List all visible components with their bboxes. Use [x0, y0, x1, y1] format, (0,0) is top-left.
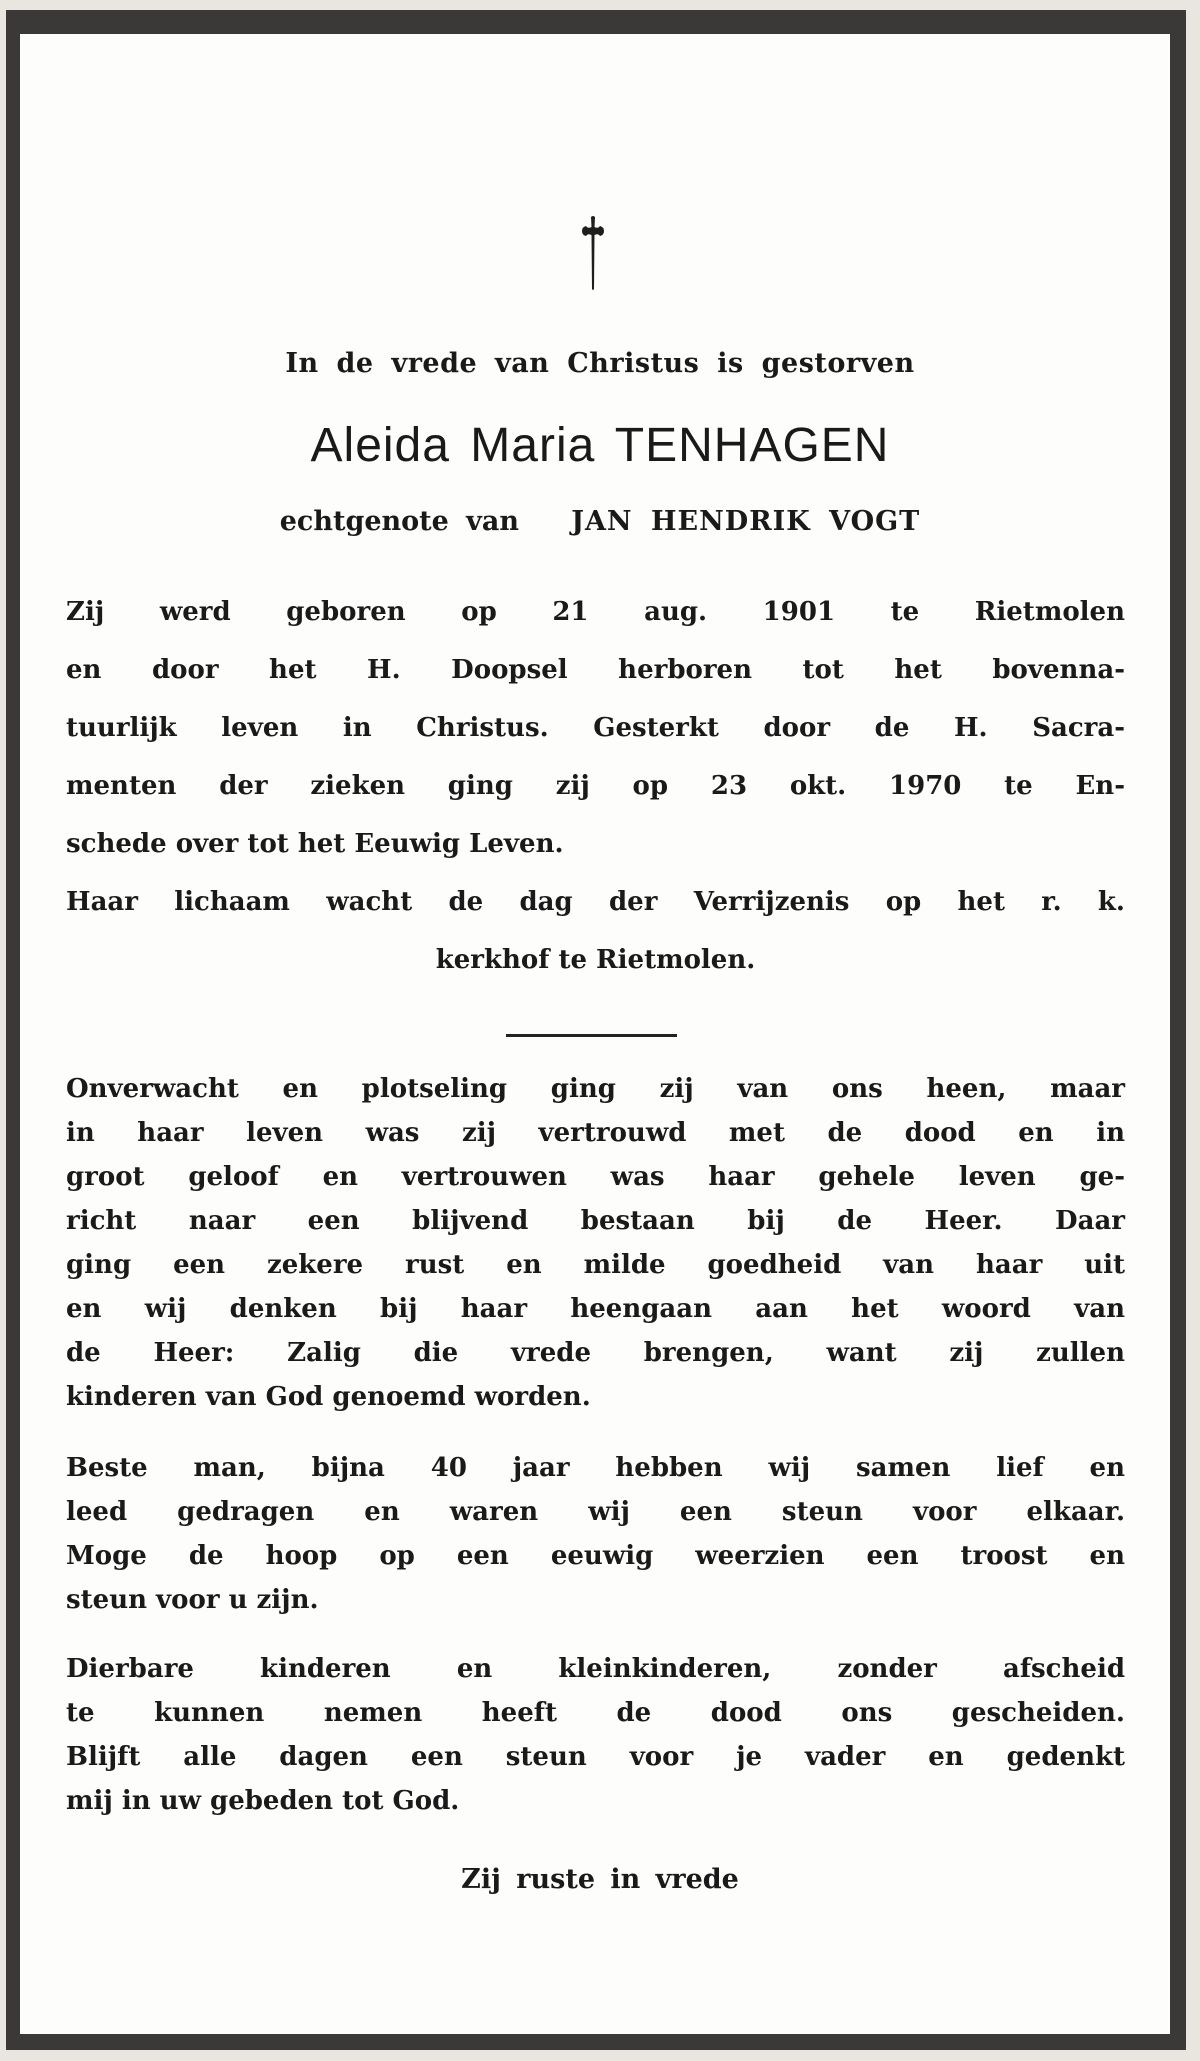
text-line: Beste man, bijna 40 jaar hebben wij samen lief en	[66, 1453, 1125, 1483]
text-line: te kunnen nemen heeft de dood ons gescheiden.	[66, 1698, 1125, 1728]
text-line: steun voor u zijn.	[66, 1585, 319, 1615]
spouse-prefix: echtgenote van	[279, 506, 519, 537]
text-line: leed gedragen en waren wij een steun voor elkaar.	[66, 1497, 1125, 1527]
text-line: kinderen van God genoemd worden.	[66, 1382, 591, 1412]
spouse-line	[0, 506, 1200, 537]
biography	[66, 583, 1125, 989]
paragraph-2	[66, 1446, 1125, 1622]
text-line: en wij denken bij haar heengaan aan het woord van	[66, 1294, 1125, 1324]
text-line: Blijft alle dagen een steun voor je vader en gedenkt	[66, 1742, 1125, 1772]
text-line: Moge de hoop op een eeuwig weerzien een troost en	[66, 1541, 1125, 1571]
bio-line: en door het H. Doopsel herboren tot het bovenna-	[66, 655, 1125, 685]
heading: In de vrede van Christus is gestorven	[285, 348, 915, 379]
deceased-name: Aleida Maria TENHAGEN	[310, 419, 890, 472]
bio-line: Haar lichaam wacht de dag der Verrijzenis op het r. k.	[66, 887, 1125, 917]
text-line: groot geloof en vertrouwen was haar gehele leven ge-	[66, 1162, 1125, 1192]
text-line: Dierbare kinderen en kleinkinderen, zonder afscheid	[66, 1654, 1125, 1684]
paragraph-1	[66, 1067, 1125, 1419]
bio-line: tuurlijk leven in Christus. Gesterkt door de H. Sacra-	[66, 713, 1125, 743]
divider	[506, 1034, 677, 1037]
bio-line: schede over tot het Eeuwig Leven.	[66, 829, 564, 859]
bio-line: menten der zieken ging zij op 23 okt. 1970 te En-	[66, 771, 1125, 801]
paragraph-3	[66, 1647, 1125, 1823]
text-line: mij in uw gebeden tot God.	[66, 1786, 460, 1816]
text-line: de Heer: Zalig die vrede brengen, want zij zullen	[66, 1338, 1125, 1368]
text-line: Onverwacht en plotseling ging zij van ons heen, maar	[66, 1074, 1125, 1104]
bio-line: kerkhof te Rietmolen.	[435, 945, 756, 975]
text-line: richt naar een blijvend bestaan bij de Heer. Daar	[66, 1206, 1125, 1236]
closing-line: Zij ruste in vrede	[461, 1864, 739, 1895]
text-line: in haar leven was zij vertrouwd met de dood en in	[66, 1118, 1125, 1148]
spouse-name: JAN HENDRIK VOGT	[571, 506, 921, 537]
bio-line: Zij werd geboren op 21 aug. 1901 te Rietmolen	[66, 597, 1125, 627]
text-line: ging een zekere rust en milde goedheid van haar uit	[66, 1250, 1125, 1280]
cross-icon	[578, 215, 608, 291]
